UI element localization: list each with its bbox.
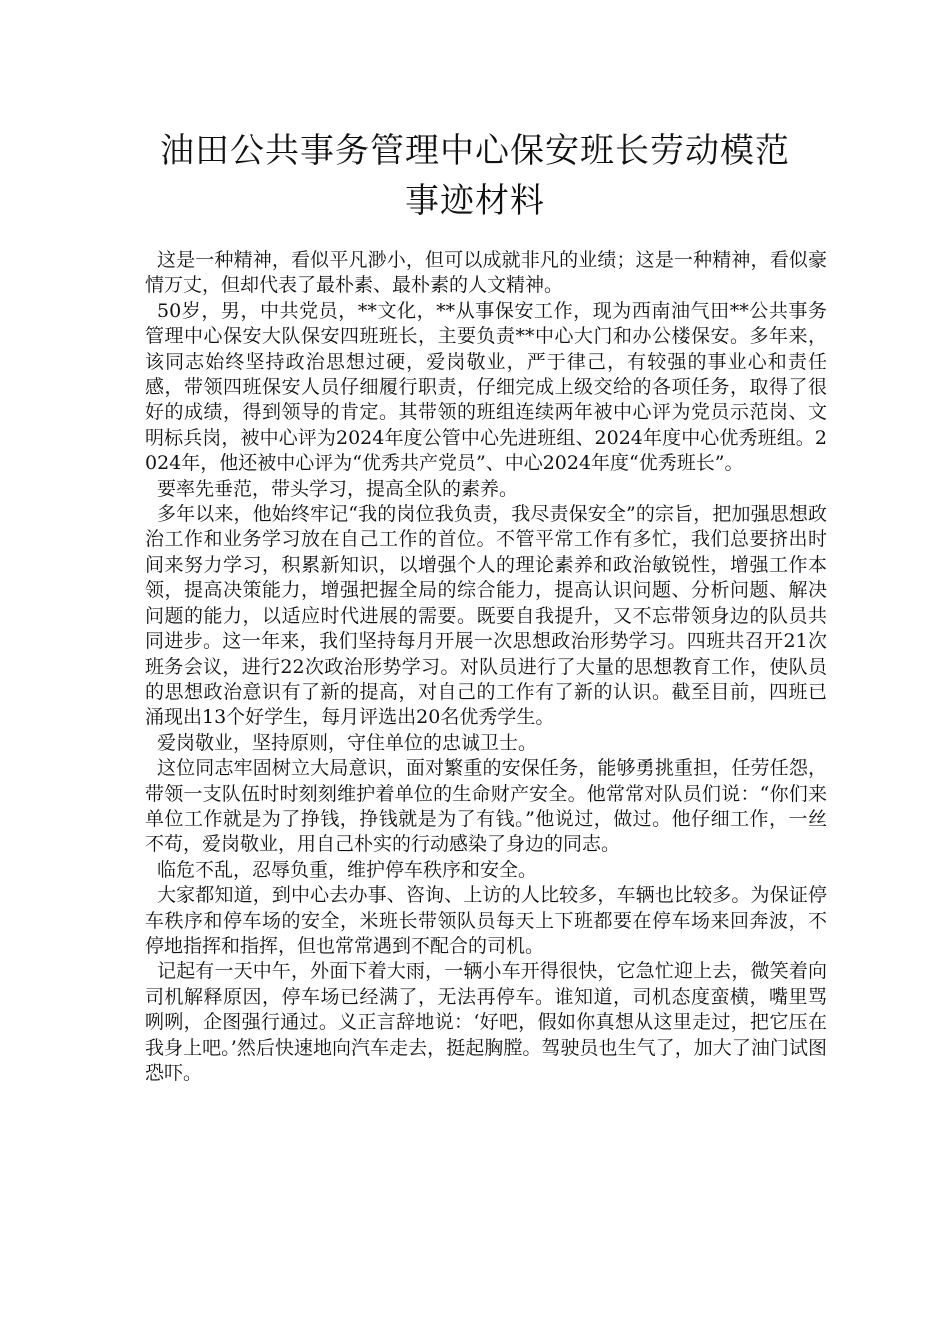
section-heading: 临危不乱，忍辱负重，维护停车秩序和安全。 [157, 858, 538, 881]
section-heading: 要率先垂范，带头学习，提高全队的素养。 [157, 477, 519, 500]
title-line-2: 事迹材料 [405, 181, 545, 221]
document-body [145, 248, 827, 1086]
paragraph: 50岁，男，中共党员，**文化，**从事保安工作，现为西南油气田**公共事务管理中心保安大队保安四班班长，主要负责**中心大门和办公楼保安。多年来，该同志始终坚持政治思想过硬，爱岗敬业，严于律己，有较强的事业心和责任感，带领四班保安人员仔细履行职责，仔细完成上级交给的各项任务，取得了很好的成绩，得到领导的肯定。其带领的班组连续两年被中心评为党员示范岗、文明标兵岗，被中心评为2024年度公管中心先进班组、2024年度中心优秀班组。2024年，他还被中心评为“优秀共产党员”、中心2024年度“优秀班长”。 [145, 299, 827, 475]
paragraph: 这是一种精神，看似平凡渺小，但可以成就非凡的业绩；这是一种精神，看似豪情万丈，但却代表了最朴素、最朴素的人文精神。 [145, 249, 827, 297]
paragraph: 这位同志牢固树立大局意识，面对繁重的安保任务，能够勇挑重担，任劳任怨，带领一支队伍时时刻刻维护着单位的生命财产安全。他常常对队员们说：“你们来单位工作就是为了挣钱，挣钱就是为了有钱。”他说过，做过。他仔细工作，一丝不苟，爱岗敬业，用自己朴实的行动感染了身边的同志。 [145, 757, 827, 856]
document-title [110, 126, 840, 226]
paragraph: 记起有一天中午，外面下着大雨，一辆小车开得很快，它急忙迎上去，微笑着向司机解释原因，停车场已经满了，无法再停车。谁知道，司机态度蛮横，嘴里骂咧咧，企图强行通过。义正言辞地说：‘好吧，假如你真想从这里走过，把它压在我身上吧。’然后快速地向汽车走去，挺起胸膛。驾驶员也生气了，加大了油门试图恐吓。 [145, 960, 827, 1084]
paragraph: 多年以来，他始终牢记“我的岗位我负责，我尽责保安全”的宗旨，把加强思想政治工作和业务学习放在自己工作的首位。不管平常工作有多忙，我们总要挤出时间来努力学习，积累新知识，以增强个人的理论素养和政治敏锐性，增强工作本领，提高决策能力，增强把握全局的综合能力，提高认识问题、分析问题、解决问题的能力，以适应时代进展的需要。既要自我提升，又不忘带领身边的队员共同进步。这一年来，我们坚持每月开展一次思想政治形势学习。四班共召开21次班务会议，进行22次政治形势学习。对队员进行了大量的思想教育工作，使队员的思想政治意识有了新的提高，对自己的工作有了新的认识。截至目前，四班已涌现出13个好学生，每月评选出20名优秀学生。 [145, 503, 827, 729]
paragraph: 大家都知道，到中心去办事、咨询、上访的人比较多，车辆也比较多。为保证停车秩序和停车场的安全，米班长带领队员每天上下班都要在停车场来回奔波，不停地指挥和指挥，但也常常遇到不配合的司机。 [145, 884, 827, 957]
title-line-1: 油田公共事务管理中心保安班长劳动模范 [160, 131, 790, 171]
section-heading: 爱岗敬业，坚持原则，守住单位的忠诚卫士。 [157, 731, 538, 754]
